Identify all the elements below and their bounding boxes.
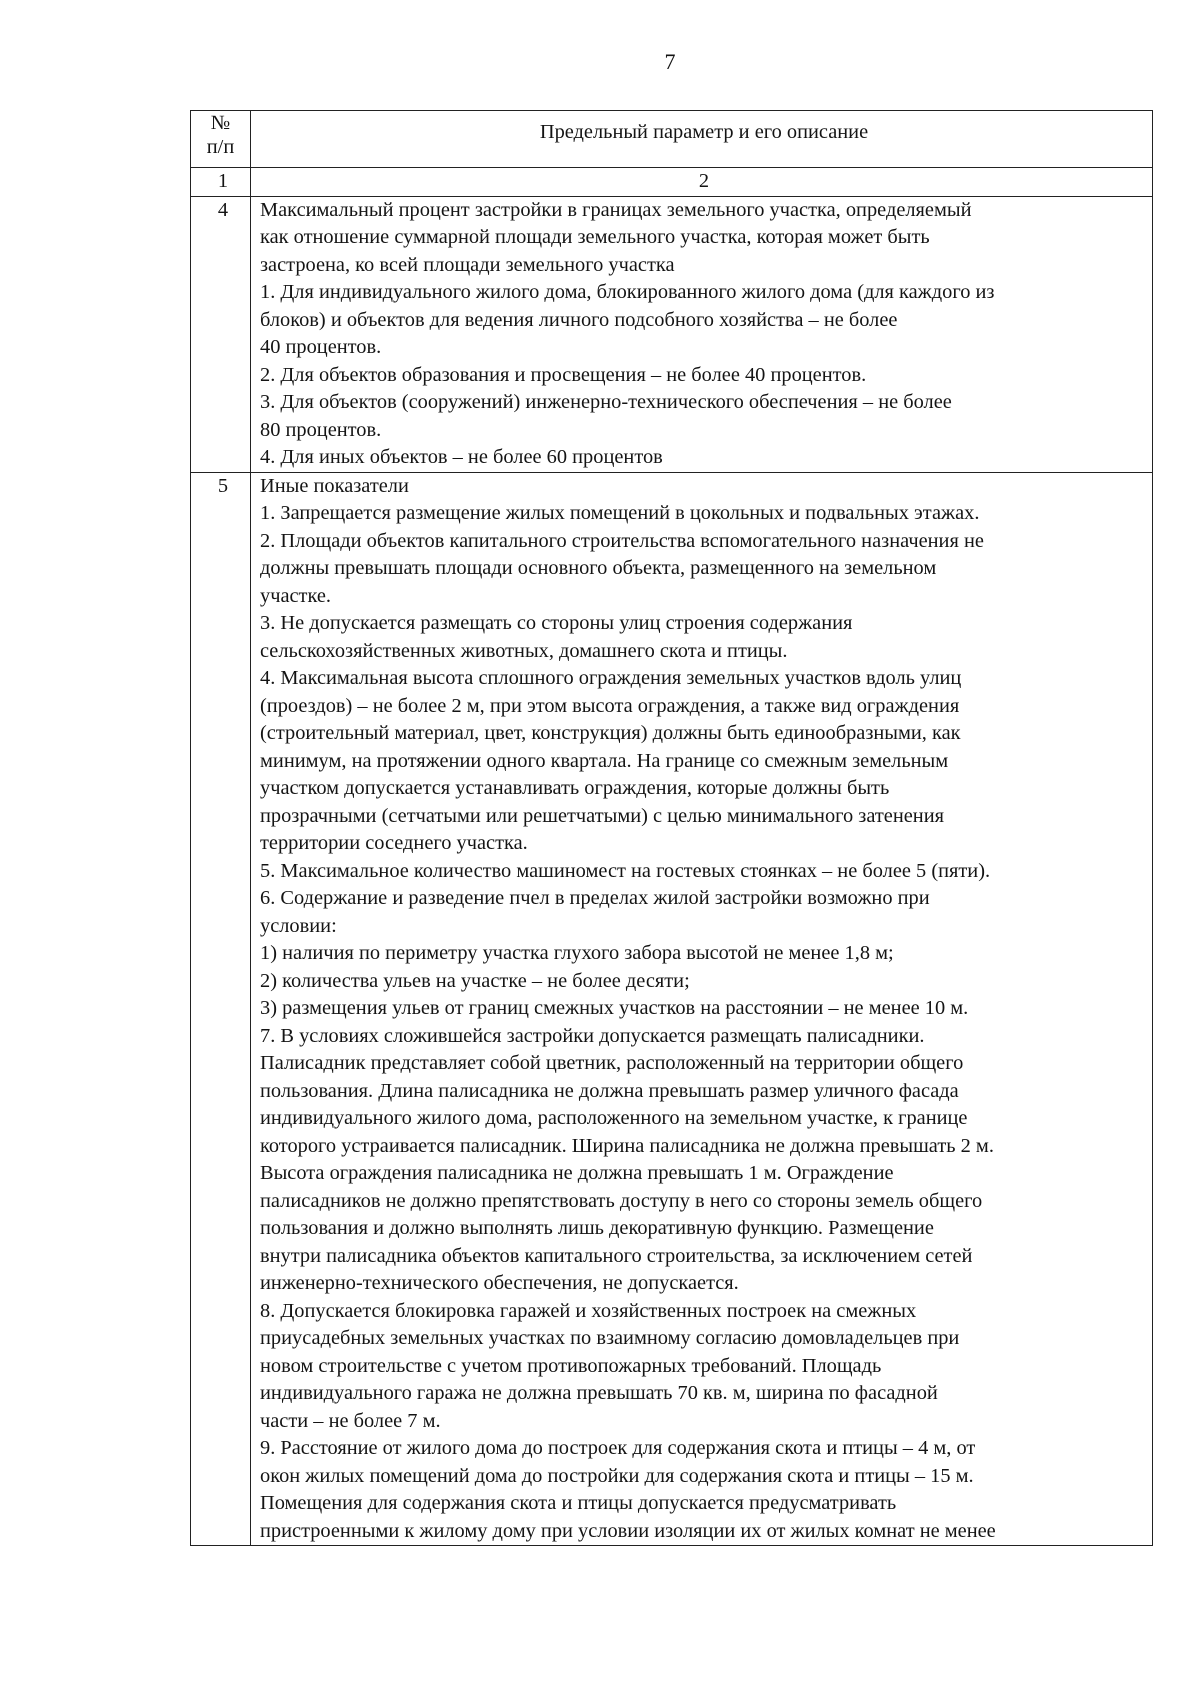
- text-line: 7. В условиях сложившейся застройки допускается размещать палисадники.: [260, 1024, 925, 1047]
- text-line: 1. Для индивидуального жилого дома, блокированного жилого дома (для каждого из: [260, 281, 995, 303]
- text-line: пользования и должно выполнять лишь декоративную функцию. Размещение: [260, 1217, 934, 1239]
- text-line: окон жилых помещений дома до постройки для содержания скота и птицы – 15 м.: [260, 1464, 974, 1487]
- header-number-line: №: [210, 112, 231, 134]
- text-line: 4. Максимальная высота сплошного ограждения земельных участков вдоль улиц: [260, 667, 962, 689]
- text-line: сельскохозяйственных животных, домашнего скота и птицы.: [260, 639, 788, 662]
- text-line: 2. Для объектов образования и просвещения – не более 40 процентов.: [260, 363, 867, 386]
- text-line: которого устраивается палисадник. Ширина палисадника не должна превышать 2 м.: [260, 1134, 994, 1157]
- text-line: 1) наличия по периметру участка глухого забора высотой не менее 1,8 м;: [260, 942, 894, 964]
- row-number: 5: [191, 472, 251, 1546]
- text-line: внутри палисадника объектов капитального строительства, за исключением сетей: [260, 1244, 973, 1267]
- table-row: [191, 472, 1153, 1546]
- text-line: территории соседнего участка.: [260, 832, 528, 854]
- text-line: 3. Для объектов (сооружений) инженерно-технического обеспечения – не более: [260, 391, 952, 413]
- text-line: 4. Для иных объектов – не более 60 процентов: [260, 446, 663, 468]
- parameters-table: [190, 110, 1153, 1546]
- text-line: части – не более 7 м.: [260, 1409, 441, 1432]
- table-header-row: [191, 111, 1153, 168]
- text-line: палисадников не должно препятствовать доступу в него со стороны земель общего: [260, 1189, 983, 1212]
- header-number-line: п/п: [206, 136, 235, 158]
- text-line: Иные показатели: [260, 474, 409, 497]
- row-description: [251, 196, 1153, 472]
- header-number-cell: [191, 111, 251, 168]
- text-line: участке.: [260, 584, 332, 607]
- text-line: участком допускается устанавливать ограждения, которые должны быть: [260, 777, 890, 799]
- text-line: Палисадник представляет собой цветник, расположенный на территории общего: [260, 1052, 964, 1074]
- text-line: 5. Максимальное количество машиномест на гостевых стоянках – не более 5 (пяти).: [260, 859, 991, 882]
- text-line: 6. Содержание и разведение пчел в пределах жилой застройки возможно при: [260, 887, 930, 909]
- text-line: 8. Допускается блокировка гаражей и хозяйственных построек на смежных: [260, 1299, 917, 1322]
- text-line: прозрачными (сетчатыми или решетчатыми) с целью минимального затенения: [260, 804, 945, 827]
- text-line: Помещения для содержания скота и птицы допускается предусматривать: [260, 1492, 897, 1514]
- text-line: новом строительстве с учетом противопожарных требований. Площадь: [260, 1354, 882, 1377]
- text-line: 40 процентов.: [260, 336, 382, 358]
- text-line: пристроенными к жилому дому при условии изоляции их от жилых комнат не менее: [260, 1519, 996, 1542]
- text-line: 2. Площади объектов капитального строительства вспомогательного назначения не: [260, 529, 984, 552]
- text-line: 3. Не допускается размещать со стороны улиц строения содержания: [260, 612, 853, 634]
- text-line: 2) количества ульев на участке – не более десяти;: [260, 969, 690, 992]
- text-line: (проездов) – не более 2 м, при этом высота ограждения, а также вид ограждения: [260, 694, 960, 717]
- column-index-row: [191, 168, 1153, 197]
- table-row: [191, 196, 1153, 472]
- text-line: минимум, на протяжении одного квартала. На границе со смежным земельным: [260, 749, 949, 772]
- text-line: Максимальный процент застройки в границах земельного участка, определяемый: [260, 198, 972, 221]
- row-number: 4: [191, 196, 251, 472]
- text-line: 80 процентов.: [260, 418, 382, 441]
- text-line: должны превышать площади основного объекта, размещенного на земельном: [260, 557, 937, 579]
- column-index-1: 1: [191, 168, 251, 197]
- text-line: пользования. Длина палисадника не должна превышать размер уличного фасада: [260, 1079, 959, 1102]
- text-line: Высота ограждения палисадника не должна превышать 1 м. Ограждение: [260, 1162, 894, 1184]
- text-line: застроена, ко всей площади земельного участка: [260, 253, 675, 276]
- text-line: инженерно-технического обеспечения, не допускается.: [260, 1272, 739, 1294]
- text-line: как отношение суммарной площади земельного участка, которая может быть: [260, 226, 930, 248]
- text-line: индивидуального жилого дома, расположенного на земельном участке, к границе: [260, 1107, 968, 1129]
- text-line: условии:: [260, 914, 337, 937]
- text-line: индивидуального гаража не должна превышать 70 кв. м, ширина по фасадной: [260, 1382, 938, 1404]
- text-line: приусадебных земельных участках по взаимному согласию домовладельцев при: [260, 1327, 960, 1349]
- page-number: 7: [664, 49, 676, 74]
- text-line: 3) размещения ульев от границ смежных участков на расстоянии – не менее 10 м.: [260, 997, 969, 1019]
- text-line: (строительный материал, цвет, конструкция) должны быть единообразными, как: [260, 722, 961, 744]
- text-line: 1. Запрещается размещение жилых помещений в цокольных и подвальных этажах.: [260, 502, 980, 524]
- header-description-cell: Предельный параметр и его описание: [251, 111, 1153, 168]
- text-line: блоков) и объектов для ведения личного подсобного хозяйства – не более: [260, 308, 898, 331]
- text-line: 9. Расстояние от жилого дома до построек для содержания скота и птицы – 4 м, от: [260, 1437, 976, 1459]
- row-description: [251, 472, 1153, 1546]
- column-index-2: 2: [251, 168, 1153, 197]
